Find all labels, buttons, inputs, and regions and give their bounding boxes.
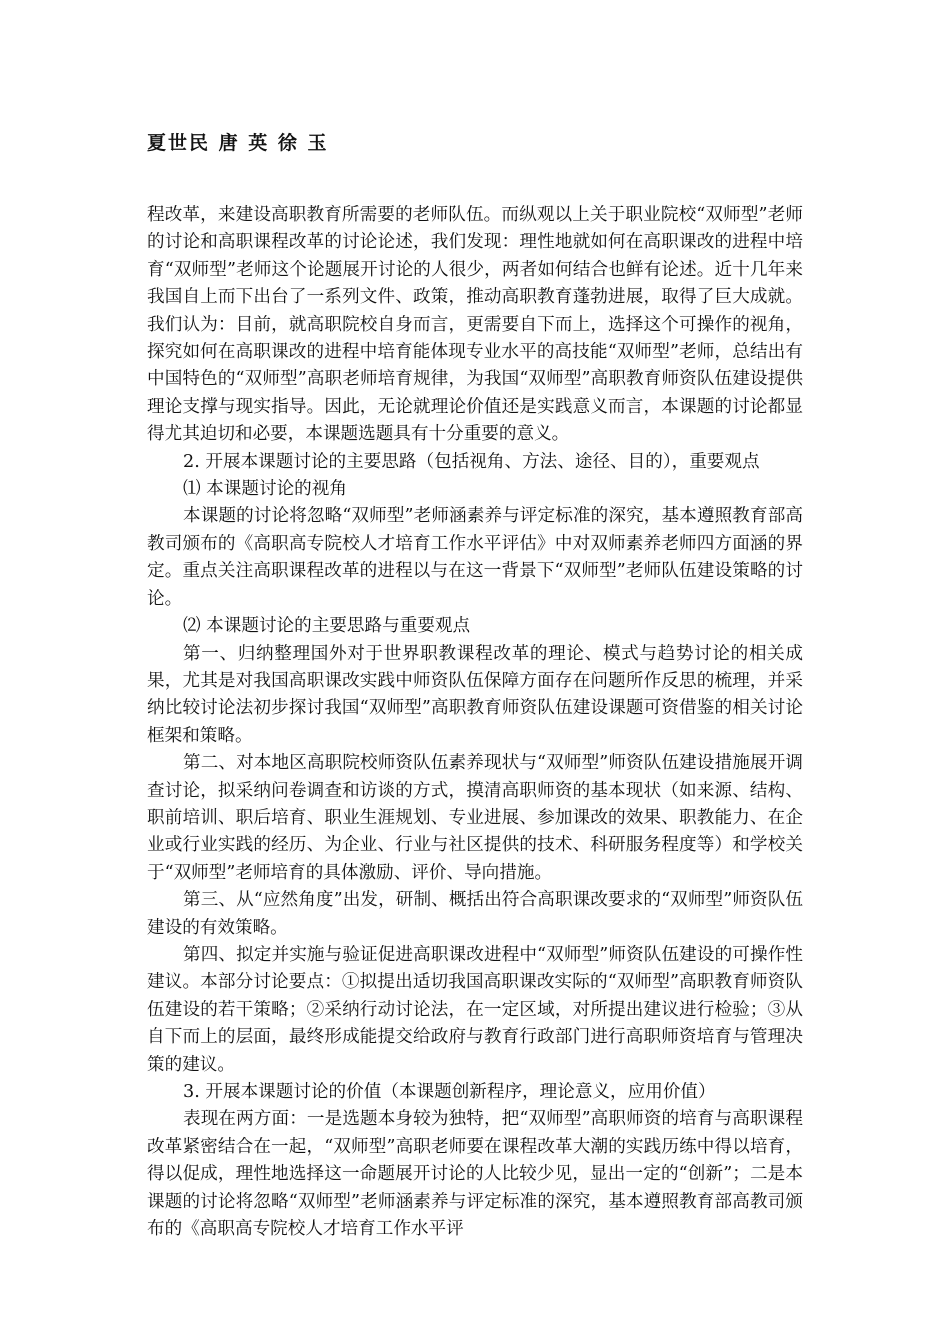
subheading-main-ideas: ⑵ 本课题讨论的主要思路与重要观点 xyxy=(183,616,471,637)
paragraph-intro-continuation: 程改革，来建设高职教育所需要的老师队伍。而纵观以上关于职业院校“双师型”老师的讨论和高职课程改革的讨论论述，我们发现：理性地就如何在高职课改的进程中培育“双师型”老师这个论题展开讨论的人很少，两者如何结合也鲜有论述。近十几年来我国自上而下出台了一系列文件、政策，推动高职教育蓬勃进展，取得了巨大成就。我们认为：目前，就高职院校自身而言，更需要自下而上，选择这个可操作的视角，探究如何在高职课改的进程中培育能体现专业水平的高技能“双师型”老师，总结出有中国特色的“双师型”高职老师培育规律，为我国“双师型”高职教育师资队伍建设提供理论支撑与现实指导。因此，无论就理论价值还是实践意义而言，本课题的讨论都显得尤其迫切和必要，本课题选题具有十分重要的意义。 xyxy=(147,205,803,445)
paragraph-second: 第二、对本地区高职院校师资队伍素养现状与“双师型”师资队伍建设措施展开调查讨论，拟采纳问卷调查和访谈的方式，摸清高职师资的基本现状（如来源、结构、职前培训、职后培育、职业生涯规划、专业进展、参加课改的效果、职教能力、在企业或行业实践的经历、为企业、行业与社区提供的技术、科研服务程度等）和学校关于“双师型”老师培育的具体激励、评价、导向措施。 xyxy=(147,753,803,883)
author-header: 夏世民 唐 英 徐 玉 xyxy=(147,132,329,154)
section-heading-3: 3. 开展本课题讨论的价值（本课题创新程序，理论意义，应用价值） xyxy=(183,1082,716,1102)
paragraph-third: 第三、从“应然角度”出发，研制、概括出符合高职课改要求的“双师型”师资队伍建设的有效策略。 xyxy=(147,890,803,938)
section-heading-2: 2. 开展本课题讨论的主要思路（包括视角、方法、途径、目的），重要观点 xyxy=(183,451,760,472)
paragraph-first: 第一、归纳整理国外对于世界职教课程改革的理论、模式与趋势讨论的相关成果，尤其是对我国高职课改实践中师资队伍保障方面存在问题所作反思的梳理，并采纳比较讨论法初步探讨我国“双师型”高职教育师资队伍建设课题可资借鉴的相关讨论框架和策略。 xyxy=(147,643,803,746)
subheading-perspective: ⑴ 本课题讨论的视角 xyxy=(183,479,347,500)
document-body xyxy=(147,202,803,1243)
paragraph-value: 表现在两方面：一是选题本身较为独特，把“双师型”高职师资的培育与高职课程改革紧密结合在一起，“双师型”高职老师要在课程改革大潮的实践历练中得以培育，得以促成，理性地选择这一命题展开讨论的人比较少见，显出一定的“创新”；二是本课题的讨论将忽略“双师型”老师涵素养与评定标准的深究，基本遵照教育部高教司颁布的《高职高专院校人才培育工作水平评 xyxy=(147,1109,803,1240)
paragraph-fourth: 第四、拟定并实施与验证促进高职课改进程中“双师型”师资队伍建设的可操作性建议。本部分讨论要点：①拟提出适切我国高职课改实际的“双师型”高职教育师资队伍建设的若干策略；②采纳行动讨论法，在一定区域，对所提出建议进行检验；③从自下而上的层面，最终形成能提交给政府与教育行政部门进行高职师资培育与管理决策的建议。 xyxy=(147,944,803,1075)
paragraph-perspective: 本课题的讨论将忽略“双师型”老师涵素养与评定标准的深究，基本遵照教育部高教司颁布的《高职高专院校人才培育工作水平评估》中对双师素养老师四方面涵的界定。重点关注高职课程改革的进程以与在这一背景下“双师型”老师队伍建设策略的讨论。 xyxy=(147,506,803,609)
